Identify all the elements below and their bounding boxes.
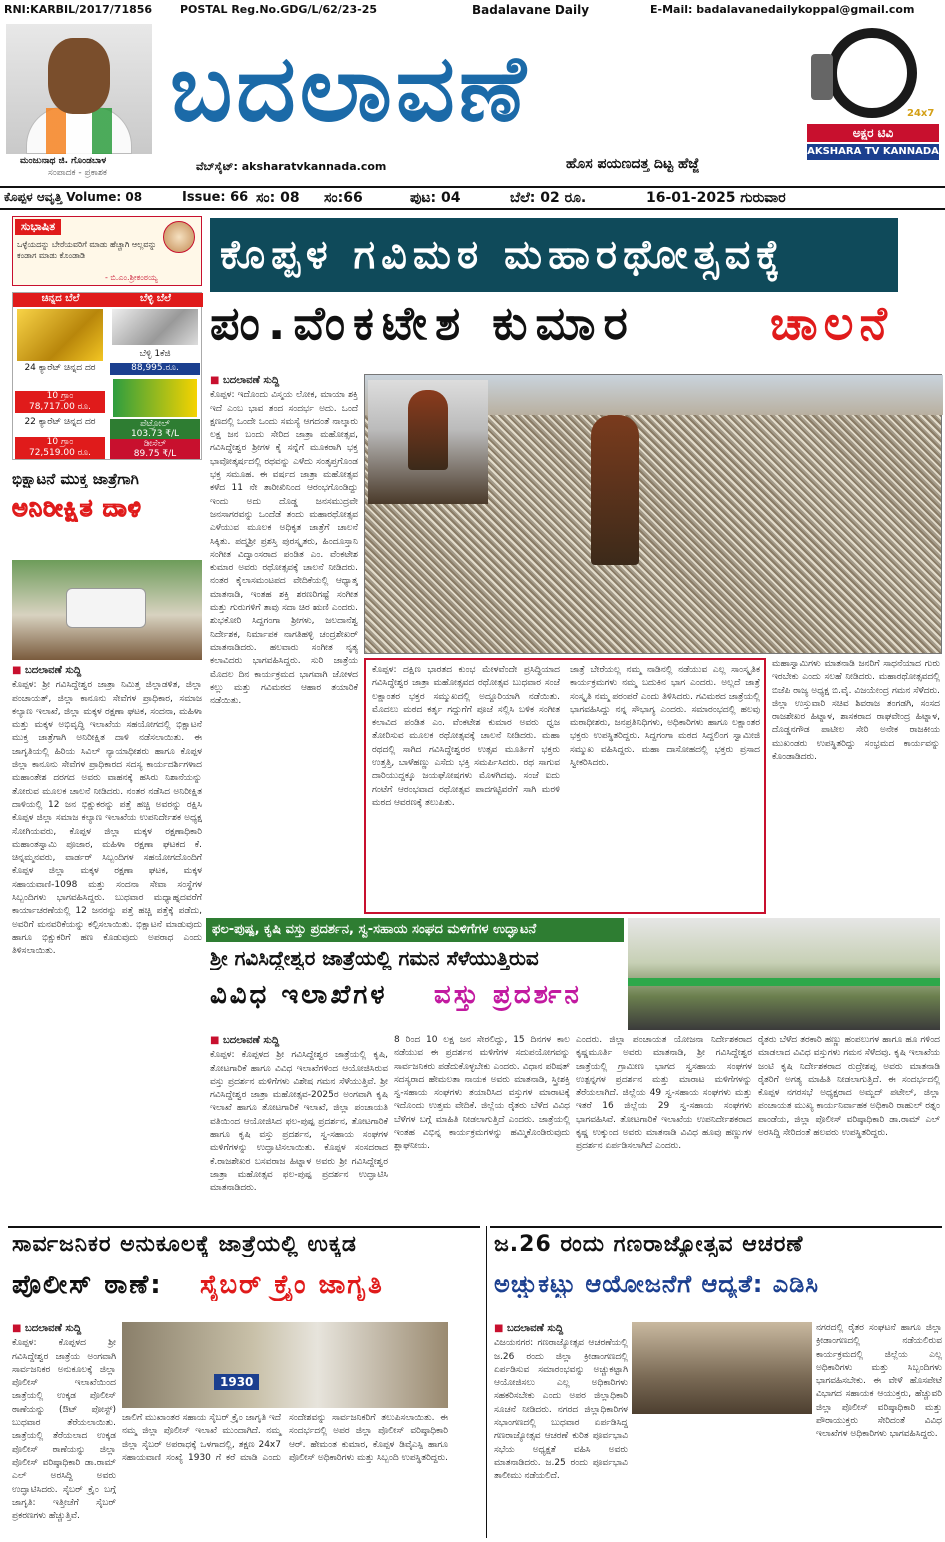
lead-body-col3: ಜಾತ್ರೆ ಬೇರೆಯಲ್ಲ ನಮ್ಮ ನಾಡಿನಲ್ಲಿ ನಡೆಯುವ ಎಲ್ಲ ಸಾಂಸ್ಕೃತಿಕ ಕಾರ್ಯಕ್ರಮಗಳು ನಮ್ಮ ಬದುಕಿನ ಭಾಗ ಎಂದರು. ಅಲ್ಲದೆ ಜಾತ್ರೆ ಸಂಸ್ಕೃತಿ ನಮ್ಮ ಪರಂಪರೆ ಎಂದು ತಿಳಿಸಿದರು. ಗವಿಮಠದ ಜಾತ್ರೆಯಲ್ಲಿ ಭಾಗವಹಿಸಿದ್ದು ನನ್ನ ಸೌಭಾಗ್ಯ ಎಂದರು. ಸಮಾರಂಭದಲ್ಲಿ ಹಲವು ಮಠಾಧೀಶರು, ಜನಪ್ರತಿನಿಧಿಗಳು, ಅಧಿಕಾರಿಗಳು ಹಾಗೂ ಲಕ್ಷಾಂತರ ಭಕ್ತರು ಉಪಸ್ಥಿತರಿದ್ದರು. ಸಿದ್ದಗಂಗಾ ಮಠದ ಸಿದ್ದಲಿಂಗ ಸ್ವಾಮೀಜಿ ಸಮ್ಮುಖ ವಹಿಸಿದ್ದರು. ಮಹಾ ದಾಸೋಹದಲ್ಲಿ ಭಕ್ತರು ಪ್ರಸಾದ ಸ್ವೀಕರಿಸಿದರು. (570, 665, 760, 769)
subhashita-author: - ಬಿ.ಎಂ.ಶ್ರೀಕಂಠಯ್ಯ (105, 273, 158, 282)
editor-photo (6, 24, 152, 154)
lead-body-col4: ಮಹಾಸ್ವಾಮಿಗಳು ಮಾತನಾಡಿ ಜನರಿಗೆ ಸಾಧನೆಯಾದ ಗುರು ಇರಬೇಕು ಎಂದು ಸಲಹೆ ನೀಡಿದರು. ಮಹಾರಥೋತ್ಸವದಲ್ಲಿ ಬಿಜೆಪಿ ರಾಜ್ಯ ಅಧ್ಯಕ್ಷ ಬಿ.ವೈ. ವಿಜಯೇಂದ್ರ ಗಮನ ಸೆಳೆದರು. ಜಿಲ್ಲಾ ಉಸ್ತುವಾರಿ ಸಚಿವ ಶಿವರಾಜ ತಂಗಡಗಿ, ಸಂಸದ ರಾಜಶೇಖರ ಹಿಟ್ನಾಳ, ಶಾಸಕರಾದ ರಾಘವೇಂದ್ರ ಹಿಟ್ನಾಳ, ದೊಡ್ಡನಗೌಡ ಪಾಟೀಲ ಸೇರಿ ಅನೇಕ ರಾಜಕೀಯ ಮುಖಂಡರು ಉಪಸ್ಥಿತರಿದ್ದು ಸಂಭ್ರಮದ ಕಾರ್ಯವನ್ನು ಕೊಂಡಾಡಿದರು. (772, 659, 940, 763)
left-story-kicker: ಭಿಕ್ಷಾಟನೆ ಮುಕ್ತ ಜಾತ್ರೆಗಾಗಿ (12, 470, 139, 488)
gold24-label: 24 ಕ್ಯಾರೆಟ್ ಚಿನ್ನದ ದರ (24, 363, 96, 373)
diesel-label: ಡೀಸೆಲ್ (143, 439, 167, 449)
silver-rate-title: ಬೆಳ್ಳಿ ಬೆಲೆ (108, 293, 203, 307)
helpline-sign: 1930 (214, 1374, 259, 1390)
gold22-unit: 10 ಗ್ರಾಂ (46, 437, 74, 447)
issue: Issue: 66 (182, 190, 249, 205)
gold22-price: 72,519.00 ರೂ. (28, 448, 92, 458)
silver-unit: ಬೆಳ್ಳಿ 1ಕೆಜಿ (139, 349, 171, 359)
expo-headline-2b: ವಸ್ತು ಪ್ರದರ್ಶನ (434, 980, 582, 1010)
lead-body-col1: ■ ಬದಲಾವಣೆ ಸುದ್ದಿ ಕೊಪ್ಪಳ: ಇದೊಂದು ವಿಸ್ಮಯ ಲೋಕ, ಮಾಯಾ ಶಕ್ತಿ ಇದೆ ಎಂಬ ಭಾವ ತಂದ ಸಂದರ್ಭ ಅದು. ಒಂದೆ ಕ್ಷಣದಲ್ಲಿ ಒಂದೇ ಒಂದು ಸಮಸ್ಯೆ ಆಗದಂತೆ ನಾಲ್ಕಾರು ಲಕ್ಷ ಜನ ಬಂದು ಸೇರಿದ ಜಾತ್ರಾ ಮಹೋತ್ಸವ, ಗವಿಸಿದ್ಧೇಶ್ವರ ಶ್ರೀಗಳ ಕೈ ಸನ್ನೆಗೆ ಮೂಕರಾಗಿ ಭಕ್ತ ಭಾವೋತ್ಕರ್ಷದಲ್ಲಿ ರಥವನ್ನು ಎಳೆದು ಸಂತೃಪ್ತಗೊಂಡ ಭಕ್ತ ಸಮೂಹ. ಈ ವರ್ಷದ ಜಾತ್ರಾ ಮಹೋತ್ಸವ ಕಳೆದ 11 ನೇ ತಾರೀಖಿನಿಂದ ಆರಂಭಗೊಂಡಿದ್ದು ಇಂದು ಅದು ದೊಡ್ಡ ಜನಸಮುದ್ರವೇ ಜನಸಾಗರವನ್ನು ಒಂದೆಡೆ ತಂದು ಮಹಾರಥೋತ್ಸವ ಎಳೆಯುವ ಮೂಲಕ ಅಧಿಕೃತ ಜಾತ್ರೆಗೆ ಚಾಲನೆ ಸಿಕ್ಕಿತು. ಪದ್ಮಶ್ರೀ ಪ್ರಶಸ್ತಿ ಪುರಸ್ಕೃತರು, ಹಿಂದೂಸ್ತಾನಿ ಸಂಗೀತ ವಿದ್ವಾಂಸರಾದ ಪಂಡಿತ ಎಂ. ವೆಂಕಟೇಶ ಕುಮಾರ ಅವರು ರಥೋತ್ಸವಕ್ಕೆ ಚಾಲನೆ ನೀಡಿದರು. ನಂತರ ಕೈಲಾಸಮಂಟಪದ ವೇದಿಕೆಯಲ್ಲಿ ಆಧ್ಯಾತ್ಮ ಮಾತನಾಡಿ, ಇಂತಹ ಶಕ್ತಿ ಶರಣರಿಗಷ್ಟೆ ಸಂಗೀತ ಮತ್ತು ಗುರುಗಳಿಗೆ ತಾವು ಸದಾ ಚಿರ ಋಣಿ ಎಂದರು. ಶುಭಕೋರಿ ಸಿದ್ದಗಂಗಾ ಶ್ರೀಗಳು, ಜಲದಾನೆಶ್ವ ನಿರ್ದೇಶಕ, ನಿರ್ಮಾಪಕ ನಾಗತಿಹಳ್ಳಿ ಚಂದ್ರಶೇಖರ್ ಮಾತನಾಡಿದರು. ಹಲವಾರು ಸಂಗೀತ ನೃತ್ಯ ಕಲಾವಿದರು ಭಾಗವಹಿಸಿದ್ದರು. ಸುರಿ ಜಾತ್ರೆಯ ಮೊದಲ ದಿನ ಕಾರ್ಯಕ್ರಮದ ಭಾಗವಾಗಿ ಜೋಳದ ಕಲ್ಲು ಮತ್ತು ಗವಿಮಠದ ಆಹಾರ ತಯಾರಿಕೆ ನಡೆಯಿತು. (210, 374, 358, 914)
lead-headline-2b: ಚಾಲನೆ (770, 296, 893, 350)
petrol-label: ಪೆಟ್ರೋಲ್ (140, 419, 170, 429)
republic-body-col2: ನಗರದಲ್ಲಿ ರೈತರ ಸಂಘಟನೆ ಹಾಗೂ ಜಿಲ್ಲಾ ಕ್ರೀಡಾಂಗಣದಲ್ಲಿ ನಡೆಯಲಿರುವ ಕಾರ್ಯಕ್ರಮದಲ್ಲಿ ಜಿಲ್ಲೆಯ ಎಲ್ಲ ಅಧಿಕಾರಿಗಳು ಮತ್ತು ಸಿಬ್ಬಂದಿಗಳು ಭಾಗವಹಿಸಬೇಕು. ಈ ವೇಳೆ ಹೊಸಪೇಟೆ ವಿಭಾಗದ ಸಹಾಯಕ ಆಯುಕ್ತರು, ಹೆಚ್ಚುವರಿ ಜಿಲ್ಲಾ ಪೊಲೀಸ್ ವರಿಷ್ಠಾಧಿಕಾರಿ ಮತ್ತು ಪೌರಾಯುಕ್ತರು ಸೇರಿದಂತೆ ವಿವಿಧ ಇಲಾಖೆಗಳ ಅಧಿಕಾರಿಗಳು ಭಾಗವಹಿಸಿದ್ದರು. (816, 1323, 942, 1440)
left-story-photo (12, 560, 202, 660)
email: E-Mail: badalavanedailykoppal@gmail.com (650, 3, 915, 16)
republic-day-headline-1: ಜ.26 ರಂದು ಗಣರಾಜ್ಯೋತ್ಸವ ಆಚರಣೆ (494, 1232, 804, 1257)
expo-body-col2: 8 ರಿಂದ 10 ಲಕ್ಷ ಜನ ಸೇರಲಿದ್ದು, 15 ದಿನಗಳ ಕಾಲ ನಡೆಯುವ ಈ ಪ್ರದರ್ಶನ ಮಳಿಗೆಗಳ ಸದುಪಯೋಗವನ್ನು ಸಾರ್ವಜನಿಕರು ಪಡೆದುಕೊಳ್ಳಬೇಕು ಎಂದರು. ವಿಧಾನ ಪರಿಷತ್ ಸದಸ್ಯರಾದ ಹೇಮಲತಾ ನಾಯಕ ಅವರು ಮಾತನಾಡಿ, ಸ್ತ್ರೀಶಕ್ತಿ ಸ್ವ-ಸಹಾಯ ಸಂಘಗಳು ತಯಾರಿಸಿದ ವಸ್ತುಗಳ ಮಾರಾಟಕ್ಕೆ ಇದೊಂದು ಉತ್ತಮ ವೇದಿಕೆ. ಜಿಲ್ಲೆಯ ರೈತರು ಬೆಳೆದ ವಿವಿಧ ಬೆಳೆಗಳ ಬಗ್ಗೆ ಮಾಹಿತಿ ನೀಡಲಾಗುತ್ತಿದೆ ಎಂದರು. ಜಾತ್ರೆಯಲ್ಲಿ ಇಂತಹ ವಿಭಿನ್ನ ಕಾರ್ಯಕ್ರಮಗಳನ್ನು ಹಮ್ಮಿಕೊಂಡಿರುವುದು ಶ್ಲಾಘನೀಯ. (394, 1035, 570, 1152)
fuel-pump-icon (113, 379, 197, 417)
republic-day-headline-2: ಅಚ್ಚುಕಟ್ಟು ಆಯೋಜನೆಗೆ ಆದ್ಯತೆ: ಎಡಿಸಿ (494, 1270, 820, 1298)
author-portrait (163, 221, 195, 253)
silver-bars-icon (112, 309, 198, 345)
page-number: ಪುಟ: 04 (410, 190, 461, 206)
petrol-price: 103.73 ₹/L (130, 429, 180, 439)
issue-date: 16-01-2025 ಗುರುವಾರ (646, 190, 786, 206)
expo-body-col3: ಎಂದರು. ಜಿಲ್ಲಾ ಪಂಚಾಯತ ಯೋಜನಾ ನಿರ್ದೇಶಕರಾದ ಕೃಷ್ಣಮೂರ್ತಿ ಅವರು ಮಾತನಾಡಿ, ಶ್ರೀ ಗವಿಸಿದ್ದೇಶ್ವರ ಜಾತ್ರೆಯಲ್ಲಿ ಗ್ರಾಮೀಣ ಭಾಗದ ಸ್ವಸಹಾಯ ಸಂಘಗಳ ಉತ್ಪನ್ನಗಳ ಪ್ರದರ್ಶನ ಮತ್ತು ಮಾರಾಟ ಮಳಿಗೆಗಳನ್ನು ತೆರೆಯಲಾಗಿದೆ. ಜಿಲ್ಲೆಯ 49 ಸ್ವ-ಸಹಾಯ ಸಂಘಗಳು ಮತ್ತು ಇತರೆ 16 ಜಿಲ್ಲೆಯ 29 ಸ್ವ-ಸಹಾಯ ಸಂಘಗಳು ಭಾಗವಹಿಸಿವೆ. ತೋಟಗಾರಿಕೆ ಇಲಾಖೆಯ ಉಪನಿರ್ದೇಶಕರಾದ ಕೃಷ್ಣ ಉಕ್ಕುಂದ ಅವರು ಮಾತನಾಡಿ ವಿವಿಧ ಹೂವು ಹಣ್ಣುಗಳ ಪ್ರದರ್ಶನ ಏರ್ಪಡಿಸಲಾಗಿದೆ ಎಂದರು. (576, 1035, 752, 1152)
newspaper-title: ಬದಲಾವಣೆ (170, 34, 530, 142)
chariot-inset-photo (368, 380, 488, 504)
republic-body-col1: ■ ಬದಲಾವಣೆ ಸುದ್ದಿ ವಿಜಯನಗರ: ಗಣರಾಜ್ಯೋತ್ಸವ ಆಚರಣೆಯಲ್ಲಿ ಜ.26 ರಂದು ಜಿಲ್ಲಾ ಕ್ರೀಡಾಂಗಣದಲ್ಲಿ ಏರ್ಪಡಿಸುವ ಸಮಾರಂಭವನ್ನು ಅಚ್ಚುಕಟ್ಟಾಗಿ ಆಯೋಜಿಸಲು ಎಲ್ಲ ಅಧಿಕಾರಿಗಳು ಸಹಕರಿಸಬೇಕು ಎಂದು ಅಪರ ಜಿಲ್ಲಾಧಿಕಾರಿ ಸೂಚನೆ ನೀಡಿದರು. ನಗರದ ಜಿಲ್ಲಾಧಿಕಾರಿಗಳ ಸಭಾಂಗಣದಲ್ಲಿ ಬುಧವಾರ ಏರ್ಪಡಿಸಿದ್ದ ಗಣರಾಜ್ಯೋತ್ಸವ ಆಚರಣೆ ಕುರಿತ ಪೂರ್ವಭಾವಿ ಸಭೆಯ ಅಧ್ಯಕ್ಷತೆ ವಹಿಸಿ ಅವರು ಮಾತನಾಡಿದರು. ಜ.25 ರಂದು ಪೂರ್ವಭಾವಿ ತಾಲೀಮು ನಡೆಯಲಿದೆ. (494, 1322, 628, 1538)
akshara-tv-logo: 24x7 ಅಕ್ಷರ ಟಿವಿ AKSHARA TV KANNADA (807, 24, 939, 164)
diesel-price: 89.75 ₹/L (133, 449, 177, 459)
meeting-photo (632, 1322, 812, 1414)
left-story-headline: ಅನಿರೀಕ್ಷಿತ ದಾಳಿ (12, 494, 142, 522)
lead-boxed-text (364, 658, 766, 914)
issue-info-bar (0, 186, 945, 210)
police-outpost-photo (122, 1322, 448, 1408)
masthead (0, 20, 945, 185)
gold22-label: 22 ಕ್ಯಾರೆಟ್ ಚಿನ್ನದ ದರ (24, 417, 96, 427)
editor-name: ಮಂಜುನಾಥ ಜಿ. ಗೊಂಡಬಾಳ (20, 156, 107, 166)
daily-name: Badalavane Daily (472, 3, 590, 17)
gold24-unit: 10 ಗ್ರಾಂ (46, 391, 74, 401)
volume: ಕೊಪ್ಪಳ ಆವೃತ್ತಿ Volume: 08 (4, 190, 143, 204)
police-body-col2: ಜಾಲಿಗೆ ಮುಖಾಂತರ ಸಹಾಯ ಸೈಬರ್ ಕ್ರೈಂ ಜಾಗೃತಿ ಇದೆ ನಮ್ಮ ಜಿಲ್ಲಾ ಪೊಲೀಸ್ ಇಲಾಖೆ ಮುಂದಾಗಿದೆ. ನಮ್ಮ ಜಿಲ್ಲಾ ಸೈಬರ್ ಅಪರಾಧಕ್ಕೆ ಒಳಗಾದಲ್ಲಿ, ತಕ್ಷಣ 24x7 ಸಹಾಯವಾಣಿ ಸಂಖ್ಯೆ 1930 ಗೆ ಕರೆ ಮಾಡಿ ಎಂದು ಸಂದೇಶವನ್ನು ಸಾರ್ವಜನಿಕರಿಗೆ ತಲುಪಿಸಲಾಯಿತು. ಈ ಸಂದರ್ಭದಲ್ಲಿ ಅಪರ ಜಿಲ್ಲಾ ಪೊಲೀಸ್ ವರಿಷ್ಠಾಧಿಕಾರಿ ಆರ್. ಹೇಮಂತ ಕುಮಾರ, ಕೊಪ್ಪಳ ಡಿವೈಎಸ್ಪಿ ಹಾಗೂ ಪೊಲೀಸ್ ಅಧಿಕಾರಿಗಳು ಮತ್ತು ಸಿಬ್ಬಂದಿ ಉಪಸ್ಥಿತರಿದ್ದರು. (122, 1413, 448, 1463)
silver-price: 88,995.ರೂ. (110, 363, 200, 375)
expo-inauguration-photo (628, 918, 940, 1030)
rni-number: RNI:KARBIL/2017/71856 (4, 3, 153, 16)
police-headline-2a: ಪೊಲೀಸ್ ಠಾಣೆ: (12, 1270, 163, 1300)
police-headline-2b: ಸೈಬರ್ ಕ್ರೈಂ ಜಾಗೃತಿ (200, 1270, 384, 1300)
expo-banner: ಫಲ-ಪುಷ್ಪ, ಕೃಷಿ ವಸ್ತು ಪ್ರದರ್ಶನ, ಸ್ವ-ಸಹಾಯ ಸಂಘದ ಮಳಿಗೆಗಳ ಉದ್ಘಾಟನೆ (206, 918, 624, 942)
rates-box (12, 292, 202, 460)
price: ಬೆಲೆ: 02 ರೂ. (510, 190, 587, 206)
editor-role: ಸಂಪಾದಕ - ಪ್ರಕಾಶಕ (48, 168, 107, 178)
expo-headline-2a: ವಿವಿಧ ಇಲಾಖೆಗಳ (210, 980, 388, 1010)
expo-body-col1: ■ ಬದಲಾವಣೆ ಸುದ್ದಿ ಕೊಪ್ಪಳ: ಕೊಪ್ಪಳದ ಶ್ರೀ ಗವಿಸಿದ್ದೇಶ್ವರ ಜಾತ್ರೆಯಲ್ಲಿ ಕೃಷಿ, ತೋಟಗಾರಿಕೆ ಹಾಗೂ ವಿವಿಧ ಇಲಾಖೆಗಳಿಂದ ಆಯೋಜಿಸಿರುವ ವಸ್ತು ಪ್ರದರ್ಶನ ಮಳಿಗೆಗಳು ವಿಶೇಷ ಗಮನ ಸೆಳೆಯುತ್ತಿವೆ. ಶ್ರೀ ಗವಿಸಿದ್ದೇಶ್ವರ ಜಾತ್ರಾ ಮಹೋತ್ಸವ-2025ರ ಅಂಗವಾಗಿ ಕೃಷಿ ಇಲಾಖೆ ಹಾಗೂ ತೋಟಗಾರಿಕೆ ಇಲಾಖೆ, ಜಿಲ್ಲಾ ಪಂಚಾಯತಿ ವತಿಯಿಂದ ಆಯೋಜಿಸಿದ ಫಲ-ಪುಷ್ಪ ಪ್ರದರ್ಶನ, ತೋಟಗಾರಿಕೆ ಹಾಗೂ ಕೃಷಿ ವಸ್ತು ಪ್ರದರ್ಶನ, ಸ್ವ-ಸಹಾಯ ಸಂಘಗಳ ಮಳಿಗೆಗಳನ್ನು ಉದ್ಘಾಟಿಸಲಾಯಿತು. ಕೊಪ್ಪಳ ಸಂಸದರಾದ ಕೆ.ರಾಜಶೇಖರ ಬಸವರಾಜ ಹಿಟ್ನಾಳ ಅವರು ಶ್ರೀ ಗವಿಸಿದ್ದೇಶ್ವರ ಜಾತ್ರಾ ಮಹೋತ್ಸವ ಫಲ-ಪುಷ್ಪ ಪ್ರದರ್ಶನ ಉದ್ಘಾಟಿಸಿ ಮಾತನಾಡಿದರು. (210, 1034, 388, 1220)
tagline: ಹೊಸ ಪಯಣದತ್ತ ದಿಟ್ಟ ಹೆಜ್ಜೆ (566, 156, 700, 172)
postal-reg: POSTAL Reg.No.GDG/L/62/23-25 (180, 3, 378, 16)
expo-headline-1: ಶ್ರೀ ಗವಿಸಿದ್ದೇಶ್ವರ ಜಾತ್ರೆಯಲ್ಲಿ ಗಮನ ಸೆಳೆಯುತ್ತಿರುವ (210, 946, 539, 970)
gold-bars-icon (17, 309, 103, 361)
sam: ಸಂ: 08 (256, 190, 300, 206)
lead-body-col2: ಕೊಪ್ಪಳ: ದಕ್ಷಿಣ ಭಾರತದ ಕುಂಭ ಮೇಳವೆಂದೇ ಪ್ರಸಿದ್ಧಿಯಾದ ಗವಿಸಿದ್ಧೇಶ್ವರ ಜಾತ್ರಾ ಮಹೋತ್ಸವದ ರಥೋತ್ಸವ ಬುಧವಾರ ಸಂಜೆ ಲಕ್ಷಾಂತರ ಭಕ್ತರ ಸಮ್ಮುಖದಲ್ಲಿ ಅದ್ದೂರಿಯಾಗಿ ನಡೆಯಿತು. ಮೊದಲು ಮಠದ ಕರ್ತೃ ಗದ್ದುಗೆಗೆ ಪೂಜೆ ಸಲ್ಲಿಸಿ ಬಳಿಕ ಸಂಗೀತ ಕಲಾವಿದ ಪಂಡಿತ ಎಂ. ವೆಂಕಟೇಶ ಕುಮಾರ ಅವರು ಧ್ವಜ ತೋರಿಸುವ ಮೂಲಕ ರಥೋತ್ಸವಕ್ಕೆ ಚಾಲನೆ ನೀಡಿದರು. ಮಹಾ ರಥದಲ್ಲಿ ಸಾಗಿದ ಗವಿಸಿದ್ಧೇಶ್ವರರ ಉತ್ಸವ ಮೂರ್ತಿಗೆ ಭಕ್ತರು ಉತ್ತತ್ತಿ, ಬಾಳೆಹಣ್ಣು ಎಸೆದು ಭಕ್ತಿ ಸಮರ್ಪಿಸಿದರು. ರಥ ಸಾಗುವ ದಾರಿಯುದ್ದಕ್ಕೂ ಜಯಘೋಷಗಳು ಮೊಳಗಿದವು. ಸಂಜೆ ಐದು ಗಂಟೆಗೆ ಆರಂಭವಾದ ರಥೋತ್ಸವ ಪಾದಗಟ್ಟಿವರೆಗೆ ಸಾಗಿ ಮರಳಿ ಮಠದ ಆವರಣಕ್ಕೆ ತಲುಪಿತು. (372, 665, 560, 808)
police-body-col1: ■ ಬದಲಾವಣೆ ಸುದ್ದಿ ಕೊಪ್ಪಳ: ಕೊಪ್ಪಳದ ಶ್ರೀ ಗವಿಸಿದ್ದೇಶ್ವರ ಜಾತ್ರೆಯ ಅಂಗವಾಗಿ ಸಾರ್ವಜನಿಕರ ಅನುಕೂಲಕ್ಕೆ ಜಿಲ್ಲಾ ಪೊಲೀಸ್ ಇಲಾಖೆಯಿಂದ ಜಾತ್ರೆಯಲ್ಲಿ ಉಕ್ಕಡ ಪೊಲೀಸ್ ಠಾಣೆಯನ್ನು (ಔಟ್ ಪೋಸ್ಟ್) ಬುಧವಾರ ತೆರೆಯಲಾಯಿತು. ಜಾತ್ರೆಯಲ್ಲಿ ತೆರೆಯಲಾದ ಉಕ್ಕಡ ಪೊಲೀಸ್ ಠಾಣೆಯನ್ನು ಜಿಲ್ಲಾ ಪೊಲೀಸ್ ವರಿಷ್ಠಾಧಿಕಾರಿ ಡಾ.ರಾಮ್ ಎಲ್ ಅರಸಿದ್ದಿ ಅವರು ಉದ್ಘಾಟಿಸಿದರು. ಸೈಬರ್ ಕ್ರೈಂ ಬಗ್ಗೆ ಜಾಗೃತಿ: ಇತ್ತೀಚೆಗೆ ಸೈಬರ್ ಪ್ರಕರಣಗಳು ಹೆಚ್ಚುತ್ತಿವೆ. (12, 1322, 116, 1538)
top-info-bar (0, 0, 945, 20)
left-story-body: ■ ಬದಲಾವಣೆ ಸುದ್ದಿ ಕೊಪ್ಪಳ: ಶ್ರೀ ಗವಿಸಿದ್ದೇಶ್ವರ ಜಾತ್ರಾ ನಿಮಿತ್ತ ಜಿಲ್ಲಾಡಳಿತ, ಜಿಲ್ಲಾ ಪಂಚಾಯತ್, ಜಿಲ್ಲಾ ಕಾನೂನು ಸೇವೆಗಳ ಪ್ರಾಧಿಕಾರ, ಸಮಾಜ ಕಲ್ಯಾಣ ಇಲಾಖೆ, ಜಿಲ್ಲಾ ಮಕ್ಕಳ ರಕ್ಷಣಾ ಘಟಕ, ಸಂದನಾ, ಮಹಿಳಾ ಮತ್ತು ಮಕ್ಕಳ ಅಭಿವೃದ್ಧಿ ಇಲಾಖೆಯ ಸಹಯೋಗದಲ್ಲಿ ಭಿಕ್ಷಾಟನೆ ಮುಕ್ತ ಜಾತ್ರೆಗಾಗಿ ಅನಿರೀಕ್ಷಿತ ದಾಳಿ ನಡೆಸಲಾಯಿತು. ಈ ಜಾಗೃತಿಯಲ್ಲಿ ಹಿರಿಯ ಸಿವಿಲ್ ನ್ಯಾಯಾಧೀಶರು ಹಾಗೂ ಕೊಪ್ಪಳ ಜಿಲ್ಲಾ ಕಾನೂನು ಸೇವೆಗಳ ಪ್ರಾಧಿಕಾರದ ಸದಸ್ಯ ಕಾರ್ಯದರ್ಶಿಗಳಾದ ಮಹಾಂತೇಶ ದರಗದ ಅವರು ವಾಹನಕ್ಕೆ ಹಸಿರು ನಿಶಾನೆಯನ್ನು ತೋರುವ ಮೂಲಕ ಚಾಲನೆ ನೀಡಿದರು. ನಂತರ ನಡೆಸಿದ ಅನಿರೀಕ್ಷಿತ ದಾಳಿಯಲ್ಲಿ 12 ಜನ ಭಿಕ್ಷುಕರನ್ನು ಪತ್ತೆ ಹಚ್ಚಿ ಅವರನ್ನು ರಕ್ಷಿಸಿ ಕೊಪ್ಪಳ ಜಿಲ್ಲಾ ಸಮಾಜ ಕಲ್ಯಾಣ ಇಲಾಖೆಯ ಉಪನಿರ್ದೇಶಕ ಅಧ್ಯಕ್ಷ ಸೋಗಿಯವರು, ಕೊಪ್ಪಳ ಜಿಲ್ಲಾ ಮಕ್ಕಳ ರಕ್ಷಣಾಧಿಕಾರಿ ಮಹಾಂತಸ್ವಾಮಿ ಪೂಜಾರ, ಮಹಿಳಾ ರಕ್ಷಣಾ ಘಟಕದ ಕೆ. ಚಿನ್ನಮ್ಮನವರು, ವಾರ್ಡರ್ ಸಿಬ್ಬಂದಿಗಳ ಸಹಯೋಗದೊಂದಿಗೆ ಕೊಪ್ಪಳ ಜಿಲ್ಲಾ ಮಕ್ಕಳ ರಕ್ಷಣಾ ಘಟಕ, ಮಕ್ಕಳ ಸಹಾಯವಾಣಿ-1098 ಮತ್ತು ಸಂದನಾ ಸೇವಾ ಸಂಸ್ಥೆಗಳ ಸಿಬ್ಬಂದಿಗಳು ಭಾಗವಹಿಸಿದ್ದರು. ಬುಧವಾರ ಮಧ್ಯಾಹ್ನದವರೆಗೆ ಕಾರ್ಯಾಚರಣೆಯಲ್ಲಿ 12 ಜನರನ್ನು ಪತ್ತೆ ಹಚ್ಚಿ ಪತ್ತೆಕ್ಕೆ ಪಡೆದು, ಅವರಿಗೆ ಮನವರಿಕೆಯನ್ನು ಕಲ್ಪಿಸಲಾಯಿತು. ಭಿಕ್ಷಾಟನೆ ಮಾಡುವುದು ಹಾಗೂ ಭಿಕ್ಷುಕರಿಗೆ ಹಣ ಕೊಡುವುದು ಅಪರಾಧ ಎಂದು ತಿಳಿಸಲಾಯಿತು. (12, 664, 202, 1220)
lead-headline-1: ಕೊಪ್ಪಳ ಗವಿಮಠ ಮಹಾರಥೋತ್ಸವಕ್ಕೆ (210, 218, 898, 292)
lead-headline-2a: ಪಂ.ವೆಂಕಟೇಶ ಕುಮಾರ (210, 296, 636, 350)
samk: ಸಂ:66 (324, 190, 363, 206)
website: ವೆಬ್‌ಸೈಟ್: aksharatvkannada.com (196, 160, 387, 173)
subhashita-box (12, 216, 202, 286)
subhashita-title: ಸುಭಾಷಿತ (15, 219, 61, 235)
gold24-price: 78,717.00 ರೂ. (28, 402, 92, 412)
police-headline-1: ಸಾರ್ವಜನಿಕರ ಅನುಕೂಲಕ್ಕೆ ಜಾತ್ರೆಯಲ್ಲಿ ಉಕ್ಕಡ (12, 1232, 357, 1257)
expo-body-col4: ರೈತರು ಬೆಳೆದ ತರಕಾರಿ ಹಣ್ಣು ಹಂಪಲುಗಳ ಹಾಗೂ ಹೂ ಗಳಿಂದ ಮಾಡಲಾದ ವಿವಿಧ ವಸ್ತುಗಳು ಗಮನ ಸೆಳೆದವು. ಕೃಷಿ ಇಲಾಖೆಯ ಜಂಟಿ ಕೃಷಿ ನಿರ್ದೇಶಕರಾದ ರುದ್ರೇಶಪ್ಪ ಅವರು ಮಾತನಾಡಿ ರೈತರಿಗೆ ಅಗತ್ಯ ಮಾಹಿತಿ ನೀಡಲಾಗುತ್ತಿದೆ. ಈ ಸಂದರ್ಭದಲ್ಲಿ ಕೊಪ್ಪಳ ನಗರಸಭೆ ಅಧ್ಯಕ್ಷರಾದ ಅಮ್ಜದ್ ಪಟೇಲ್, ಜಿಲ್ಲಾ ಪಂಚಾಯತ ಮುಖ್ಯ ಕಾರ್ಯನಿರ್ವಾಹಕ ಅಧಿಕಾರಿ ರಾಹುಲ್ ರತ್ನಂ ಪಾಂಡೆಯ, ಜಿಲ್ಲಾ ಪೊಲೀಸ್ ವರಿಷ್ಠಾಧಿಕಾರಿ ಡಾ.ರಾಮ್ ಎಲ್ ಅರಸಿದ್ದಿ ಸೇರಿದಂತೆ ಹಲವರು ಉಪಸ್ಥಿತರಿದ್ದರು. (758, 1035, 940, 1139)
subhashita-text: ಒಳ್ಳೆಯದನ್ನು ಬೇರೆಯವರಿಗೆ ಮಾಡು ಹೆಚ್ಚಾಗಿ ಆಲ್ಲವನ್ನು ಕಂಡಾಗ ಮಾಡು ಕೊಂಡಾಡಿ (17, 240, 157, 260)
gold-rate-title: ಚಿನ್ನದ ಬೆಲೆ (13, 293, 108, 307)
